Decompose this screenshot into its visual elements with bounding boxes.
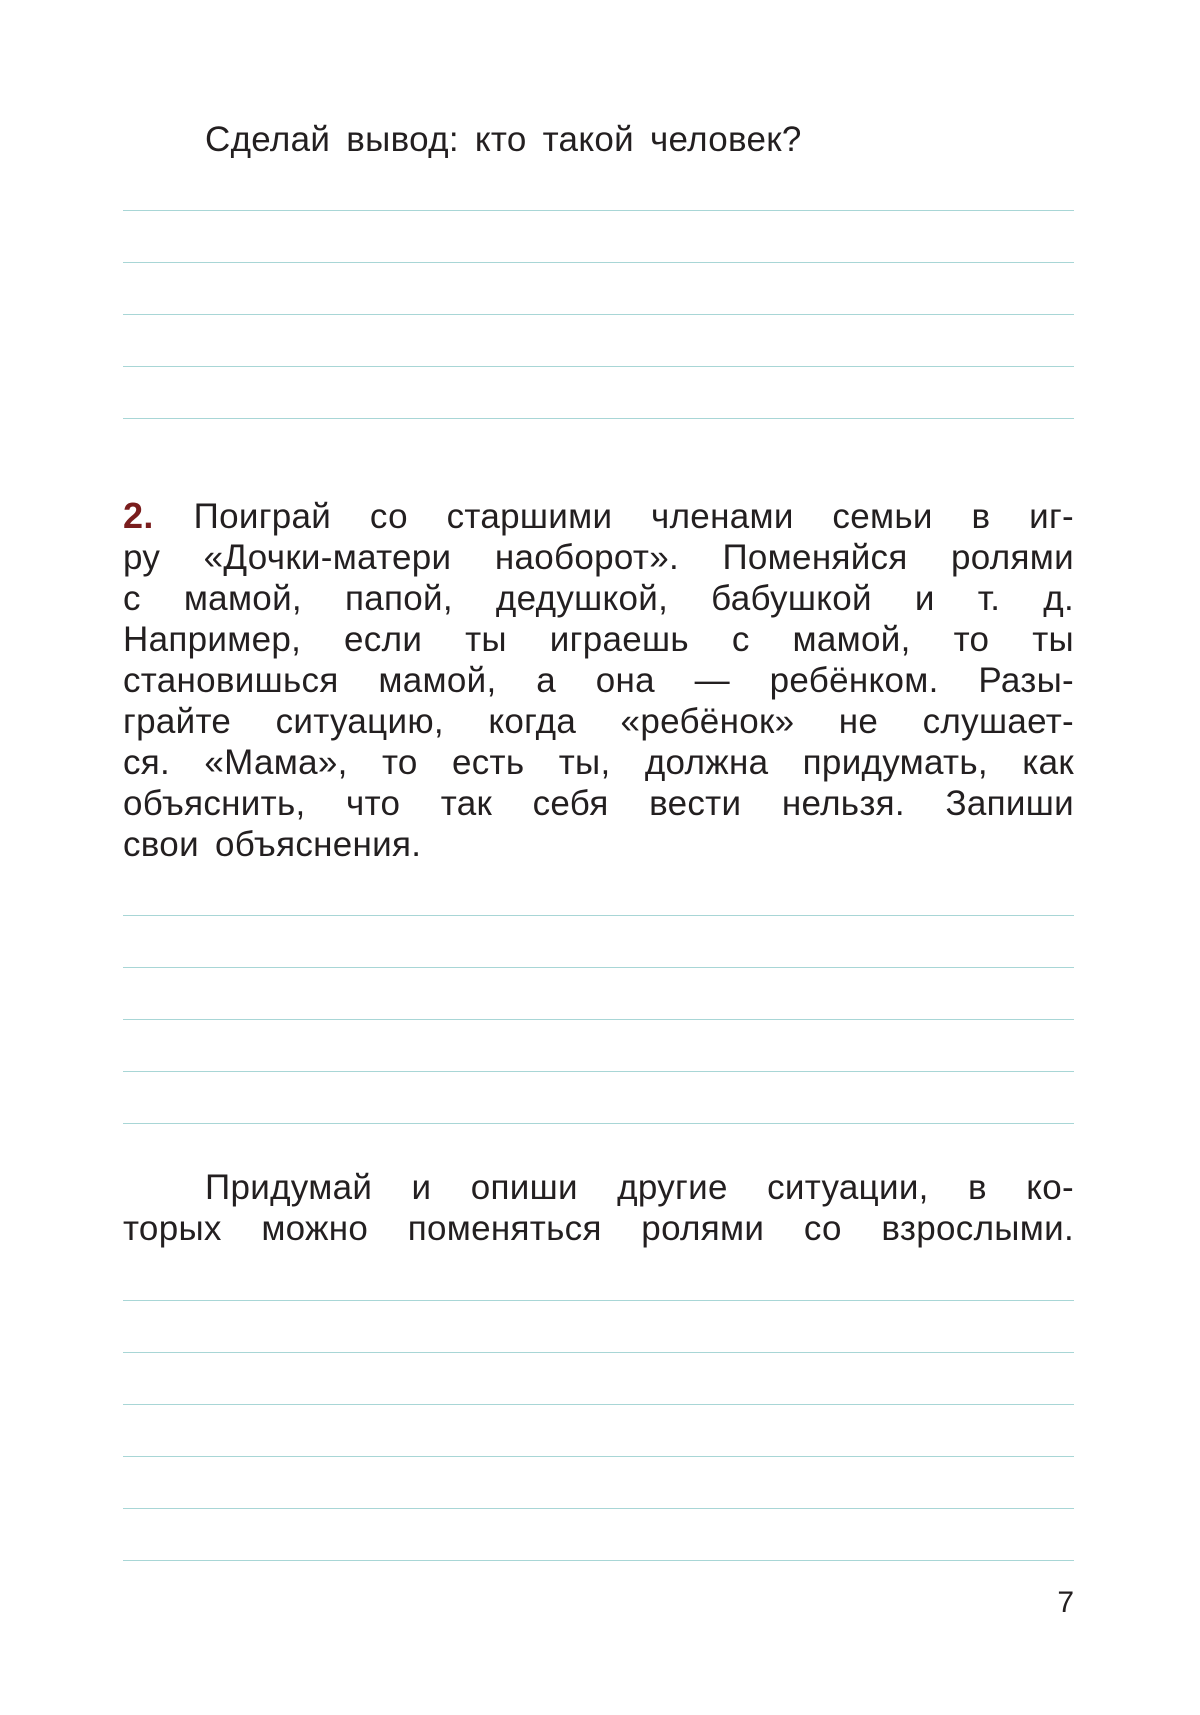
- writing-line[interactable]: [123, 314, 1074, 315]
- writing-line[interactable]: [123, 418, 1074, 419]
- writing-line[interactable]: [123, 1123, 1074, 1124]
- writing-line[interactable]: [123, 1352, 1074, 1353]
- task-2-line: свои объяснения.: [123, 825, 422, 864]
- task-2-line: с мамой, папой, дедушкой, бабушкой и т. д.: [123, 579, 1074, 618]
- page-number: 7: [1057, 1586, 1074, 1619]
- task-2-line: становишься мамой, а она — ребёнком. Разы-: [123, 661, 1074, 700]
- writing-line[interactable]: [123, 1404, 1074, 1405]
- writing-line[interactable]: [123, 1560, 1074, 1561]
- writing-line[interactable]: [123, 1456, 1074, 1457]
- writing-line[interactable]: [123, 1071, 1074, 1072]
- writing-line[interactable]: [123, 1300, 1074, 1301]
- task-2-line: объяснить, что так себя вести нельзя. Запиши: [123, 784, 1074, 823]
- writing-line[interactable]: [123, 915, 1074, 916]
- task-2-line: грайте ситуацию, когда «ребёнок» не слушает-: [123, 702, 1074, 741]
- prompt-line: торых можно поменяться ролями со взрослыми.: [123, 1209, 1074, 1248]
- other-situations-prompt: [123, 1167, 1074, 1249]
- task-number: 2.: [123, 495, 154, 536]
- writing-line[interactable]: [123, 210, 1074, 211]
- prompt-line: Придумай и опиши другие ситуации, в ко-: [205, 1168, 1074, 1207]
- writing-line[interactable]: [123, 1019, 1074, 1020]
- writing-line[interactable]: [123, 366, 1074, 367]
- task-2: [123, 495, 1074, 865]
- task-2-line: ся. «Мама», то есть ты, должна придумать, как: [123, 743, 1074, 782]
- writing-line[interactable]: [123, 1508, 1074, 1509]
- writing-line[interactable]: [123, 262, 1074, 263]
- task-2-line: ру «Дочки-матери наоборот». Поменяйся ролями: [123, 538, 1074, 577]
- writing-line[interactable]: [123, 967, 1074, 968]
- conclusion-prompt: [123, 119, 1074, 160]
- task-2-line-text: Поиграй со старшими членами семьи в иг-: [193, 497, 1074, 536]
- task-2-line: Например, если ты играешь с мамой, то ты: [123, 620, 1074, 659]
- conclusion-prompt-text: Сделай вывод: кто такой человек?: [205, 120, 802, 159]
- task-2-line: [123, 495, 1074, 537]
